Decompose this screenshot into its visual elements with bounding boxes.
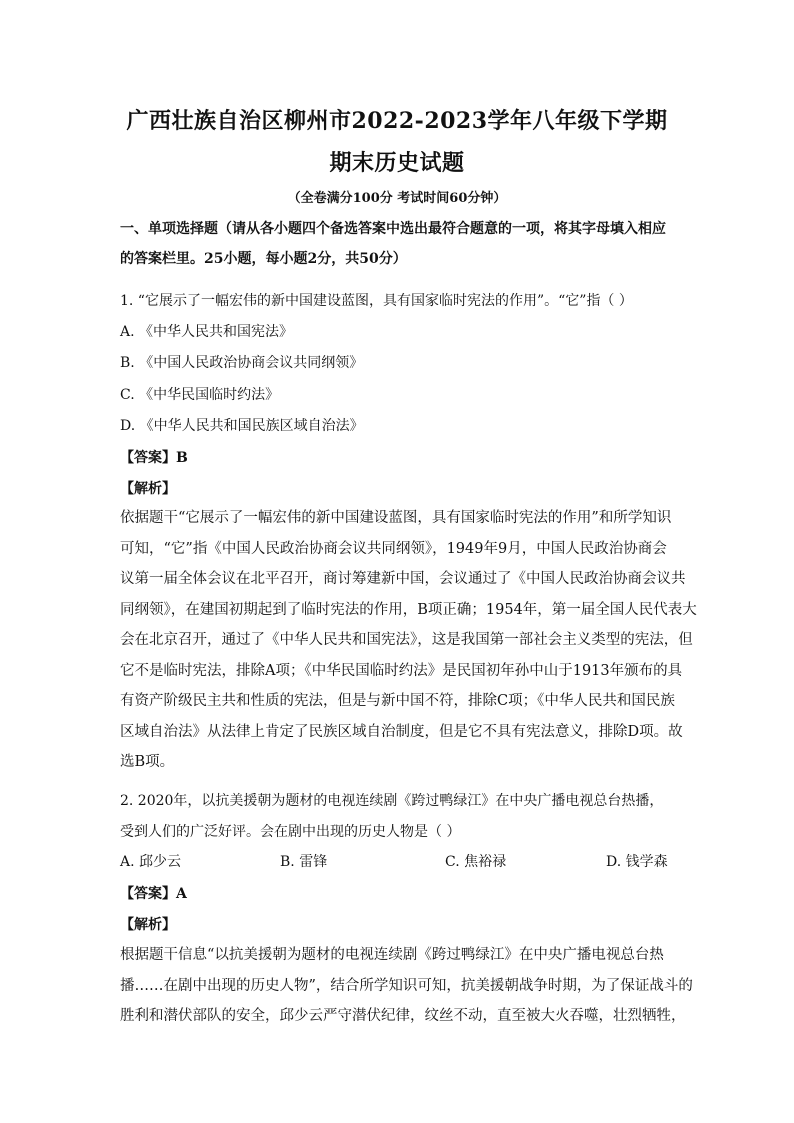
q1-analysis-line: 议第一届全体会议在北平召开，商讨筹建新中国，会议通过了《中国人民政治协商会议共 [120,571,686,587]
q1-analysis-line: 可知，“它”指《中国人民政治协商会议共同纲领》，1949年9月，中国人民政治协商会 [120,540,667,557]
q1-option-a: A. 《中华人民共和国宪法》 [120,324,294,340]
section-heading-line2: 的答案栏里。25小题，每小题2分，共50分） [120,251,407,267]
q1-analysis-line: 选B项。 [120,754,175,770]
q1-analysis-line: 会在北京召开，通过了《中华人民共和国宪法》，这是我国第一部社会主义类型的宪法，但 [120,632,693,648]
q2-option-c: C. 焦裕禄 [445,854,507,870]
q2-stem-line2: 受到人们的广泛好评。会在剧中出现的历史人物是（ ） [120,824,461,840]
q1-analysis-line: 同纲领》，在建国初期起到了临时宪法的作用，B项正确；1954年，第一届全国人民代表大 [120,601,697,618]
q1-option-d: D. 《中华人民共和国民族区域自治法》 [120,418,364,434]
q1-option-b: B. 《中国人民政治协商会议共同纲领》 [120,355,364,371]
exam-title-line2: 期末历史试题 [329,150,465,176]
q2-analysis-label: 【解析】 [120,917,176,933]
q2-analysis-line: 播……在剧中出现的历史人物”，结合所学知识可知，抗美援朝战争时期，为了保证战斗的 [120,977,693,994]
q1-analysis-line: 区域自治法》从法律上肯定了民族区域自治制度，但是它不具有宪法意义，排除D项。故 [120,723,683,740]
q1-analysis-line: 它不是临时宪法，排除A项；《中华民国临时约法》是民国初年孙中山于1913年颁布的具 [120,662,683,679]
q1-analysis-line: 有资产阶级民主共和性质的宪法，但是与新中国不符，排除C项；《中华人民共和国民族 [120,693,675,709]
q2-analysis-line: 根据题干信息“以抗美援朝为题材的电视连续剧《跨过鸭绿江》在中央广播电视总台热 [120,947,664,963]
q1-analysis-label: 【解析】 [120,481,176,497]
q2-answer: 【答案】A [120,886,187,902]
q1-answer: 【答案】B [120,450,188,466]
q2-option-a: A. 邱少云 [120,854,182,870]
exam-subtitle: （全卷满分100分 考试时间60分钟） [287,191,507,206]
q2-option-d: D. 钱学森 [606,854,668,870]
q2-option-b: B. 雷锋 [280,854,328,870]
q1-analysis [120,503,697,778]
q1-stem: 1. “它展示了一幅宏伟的新中国建设蓝图，具有国家临时宪法的作用”。“它”指（ ） [120,293,633,309]
q1-analysis-line: 依据题干“它展示了一幅宏伟的新中国建设蓝图，具有国家临时宪法的作用”和所学知识 [120,510,672,526]
q2-analysis-line: 胜利和潜伏部队的安全，邱少云严守潜伏纪律，纹丝不动，直至被大火吞噬，壮烈牺牲， [120,1008,686,1024]
exam-title-line1: 广西壮族自治区柳州市2022-2023学年八年级下学期 [126,108,668,134]
q2-stem-line1: 2. 2020年，以抗美援朝为题材的电视连续剧《跨过鸭绿江》在中央广播电视总台热播， [120,793,664,809]
q2-analysis [120,940,693,1032]
q1-option-c: C. 《中华民国临时约法》 [120,387,280,403]
section-heading-line1: 一、单项选择题（请从各小题四个备选答案中选出最符合题意的一项，将其字母填入相应 [120,221,666,237]
